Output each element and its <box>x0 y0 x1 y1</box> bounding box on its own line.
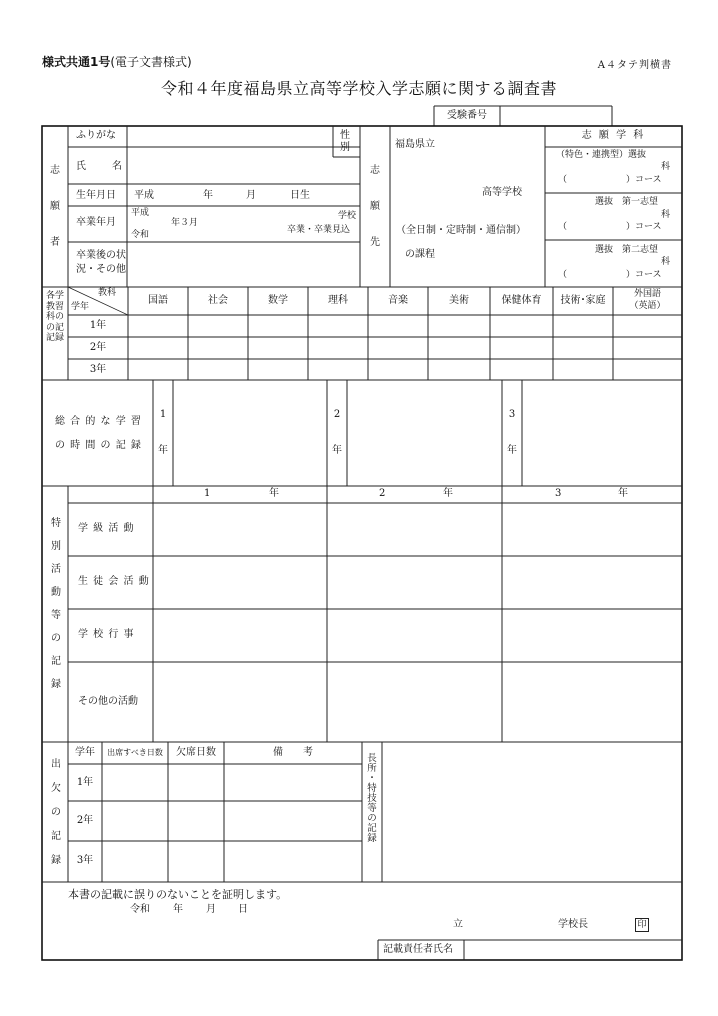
subject-bijutsu: 美術 <box>449 295 469 306</box>
subject-foreign-language: 外国語 <box>633 289 661 299</box>
attendance-header-grade: 学年 <box>75 747 95 758</box>
form-code: 様式共通1号(電子文書様式) <box>42 55 192 69</box>
graduation-year-month: 年３月 <box>171 218 199 228</box>
destination-section-label: 志 願 先 <box>370 165 380 248</box>
subject-hoken-taiiku: 保健体育 <box>501 295 542 306</box>
second-choice-ka: 科 <box>661 257 671 267</box>
after-graduation-label-1: 卒業後の状 <box>76 250 126 261</box>
corner-subject-label: 教科 <box>98 288 117 298</box>
special-course-close: ）コース <box>626 175 662 185</box>
department-header: 志 願 学 科 <box>581 130 646 141</box>
attendance-header-absent-days: 欠席日数 <box>176 747 216 758</box>
gender-label: 性別 <box>340 130 350 153</box>
principal-label: 学校長 <box>558 919 588 930</box>
integrated-label-2: の 時 間 の 記 録 <box>55 440 142 451</box>
destination-prefecture: 福島県立 <box>395 139 435 150</box>
subjects-section-label: 各学 教習 科の の記 記録 <box>45 291 64 344</box>
school-event-label: 学 校 行 事 <box>78 629 135 640</box>
certification-era: 令和 <box>130 904 150 915</box>
class-activity-label: 学 級 活 動 <box>78 523 135 534</box>
furigana-label: ふりがな <box>76 130 116 141</box>
attendance-section-label: 出 欠 の 記 録 <box>51 759 61 866</box>
birth-day-unit: 日生 <box>290 190 310 201</box>
birth-year-unit: 年 <box>203 190 213 201</box>
special-year-2-nen: 年 <box>443 488 453 499</box>
applicant-section-label: 志 願 者 <box>50 165 60 248</box>
second-choice-label: 選抜 第二志望 <box>595 245 659 255</box>
subject-grade-2: 2年 <box>89 342 107 353</box>
graduation-label: 卒業年月 <box>76 217 116 228</box>
special-selection-ka: 科 <box>661 162 671 172</box>
graduation-era-heisei: 平成 <box>131 208 150 218</box>
certification-year: 年 <box>173 904 183 915</box>
certification-statement: 本書の記載に誤りのないことを証明します。 <box>68 888 288 901</box>
integrated-year-3-number: 3 <box>508 409 516 420</box>
special-year-1-number: 1 <box>204 488 211 499</box>
integrated-year-2-nen: 年 <box>332 445 342 456</box>
subject-foreign-english: （英語） <box>629 301 666 311</box>
subject-shakai: 社会 <box>208 295 228 306</box>
integrated-year-1-number: 1 <box>159 409 167 420</box>
subject-ongaku: 音楽 <box>388 295 408 306</box>
attendance-grade-3: 3年 <box>76 855 94 866</box>
subject-gijutsu-katei: 技術･家庭 <box>560 295 606 306</box>
subject-grade-3: 3年 <box>89 364 107 375</box>
strengths-label: 長 所 ・ 特 技 等 の 記 録 <box>367 753 377 844</box>
certification-day: 日 <box>238 904 248 915</box>
subject-grade-1: 1年 <box>89 320 107 331</box>
graduation-status: 卒業・卒業見込 <box>287 225 351 235</box>
integrated-year-2-number: 2 <box>333 409 341 420</box>
destination-school-unit: 高等学校 <box>482 187 522 198</box>
name-label: 氏 名 <box>76 161 124 172</box>
integrated-label-1: 総 合 的 な 学 習 <box>55 416 142 427</box>
certification-ritsu: 立 <box>453 919 463 930</box>
second-course-open: （ <box>558 270 568 280</box>
certification-month: 月 <box>206 904 216 915</box>
special-selection-label: （特色・連携型）選抜 <box>556 150 647 160</box>
corner-grade-label: 学年 <box>71 302 90 312</box>
special-year-2-number: 2 <box>379 488 386 499</box>
first-course-close: ）コース <box>626 222 662 232</box>
first-course-open: （ <box>558 222 568 232</box>
attendance-header-required-days: 出席すべき日数 <box>107 748 163 757</box>
other-activity-label: その他の活動 <box>78 696 138 707</box>
subject-sugaku: 数学 <box>268 295 288 306</box>
attendance-grade-1: 1年 <box>76 777 94 788</box>
attendance-header-remarks: 備 考 <box>273 747 313 758</box>
special-year-1-nen: 年 <box>269 488 279 499</box>
birth-era: 平成 <box>134 190 154 201</box>
form-note: (電子文書様式) <box>110 55 192 69</box>
special-year-3-number: 3 <box>555 488 562 499</box>
student-council-label: 生 徒 会 活 動 <box>78 576 150 587</box>
integrated-year-1-nen: 年 <box>158 445 168 456</box>
subject-rika: 理科 <box>328 295 348 306</box>
birth-date-label: 生年月日 <box>76 190 116 201</box>
attendance-grade-2: 2年 <box>76 815 94 826</box>
writer-name-label: 記載責任者氏名 <box>383 944 453 955</box>
destination-course: の課程 <box>405 249 435 260</box>
document-title: 令和４年度福島県立高等学校入学志願に関する調査書 <box>160 79 557 98</box>
second-course-close: ）コース <box>626 270 662 280</box>
exam-number-label: 受験番号 <box>447 110 487 121</box>
after-graduation-label-2: 況・その他 <box>76 264 126 275</box>
first-choice-ka: 科 <box>661 210 671 220</box>
seal-mark: 印 <box>635 918 649 932</box>
special-section-label: 特 別 活 動 等 の 記 録 <box>51 518 61 690</box>
destination-system: （全日制・定時制・通信制） <box>396 225 526 236</box>
graduation-era-reiwa: 令和 <box>131 230 150 240</box>
paper-note: A４タテ判横書 <box>597 60 672 71</box>
graduation-school-unit: 学校 <box>338 211 357 221</box>
birth-month-unit: 月 <box>246 190 256 201</box>
integrated-year-3-nen: 年 <box>507 445 517 456</box>
special-course-open: （ <box>558 175 568 185</box>
first-choice-label: 選抜 第一志望 <box>595 197 659 207</box>
subject-kokugo: 国語 <box>148 295 168 306</box>
special-year-3-nen: 年 <box>618 488 628 499</box>
